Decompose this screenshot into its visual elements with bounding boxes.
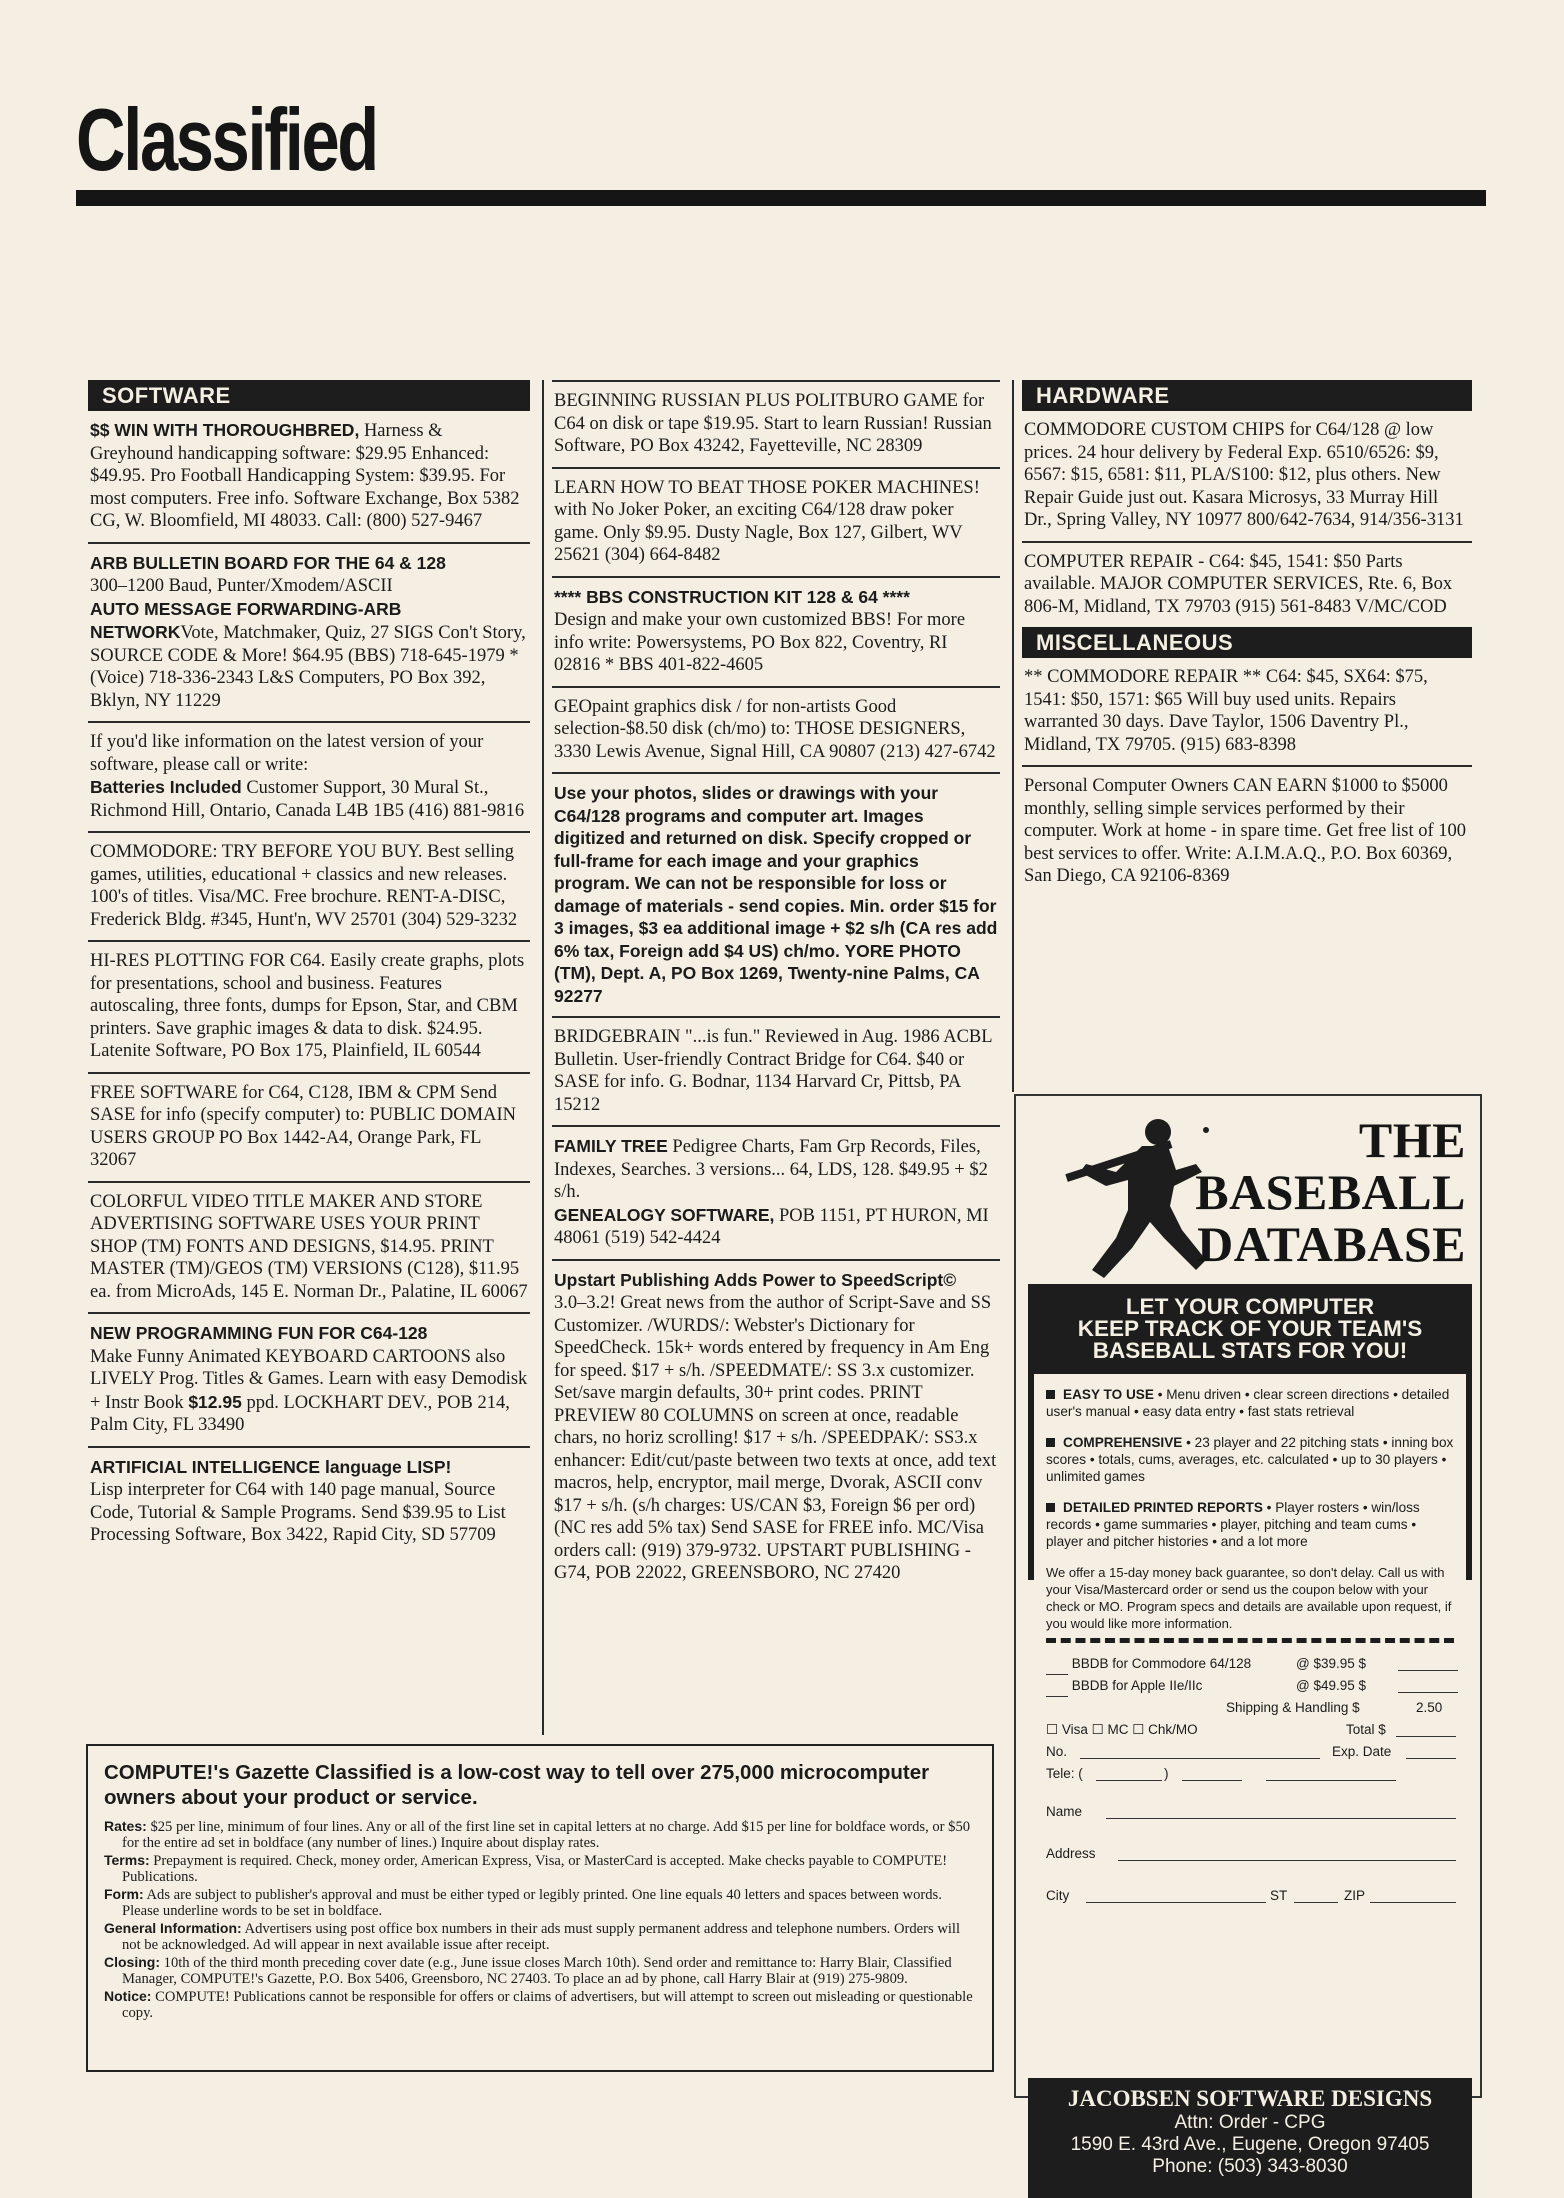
middle-ad: BRIDGEBRAIN "...is fun." Reviewed in Aug. 1986 ACBL Bulletin. User-friendly Contract Bridge for C64. $40 or SASE for info. G. Bodnar, 1134 Harvard Cr, Pittsb, PA 15212 — [552, 1018, 1000, 1127]
baseball-tagline: LET YOUR COMPUTER KEEP TRACK OF YOUR TEAM'S BASEBALL STATS FOR YOU! — [1077, 1294, 1423, 1363]
hardware-ad: COMPUTER REPAIR - C64: $45, 1541: $50 Parts available. MAJOR COMPUTER SERVICES, Rte. 6, Box 806-M, Midland, TX 79703 (915) 561-8483 V/MC/COD — [1024, 551, 1453, 617]
column-divider-1 — [542, 380, 544, 1735]
software-ad: If you'd like information on the latest version of your software, please call or write: Batteries Included Customer Support, 30 Mural St., Richmond Hill, Ontario, Canada L4B 1B5 (416) 881-9816 — [88, 723, 530, 833]
title-rule — [76, 190, 1486, 206]
guarantee-text: We offer a 15-day money back guarantee, so don't delay. Call us with your Visa/Mastercard order or send us the coupon below with your check or MO. Program specs and details are available upon request, if you would like more information. — [1046, 1565, 1452, 1631]
middle-ad: Use your photos, slides or drawings with your C64/128 programs and computer art. Images digitized and returned on disk. Specify cropped or full-frame for each image and your graphics program. We can not be responsible for loss or damage of materials - send copies. Min. order $15 for 3 images, $3 ea additional image + $2 s/h (CA res add 6% tax, Foreign add $4 US) ch/mo. YORE PHOTO (TM), Dept. A, PO Box 1269, Twenty-nine Palms, CA 92277 — [552, 774, 1000, 1018]
info-term: Notice: COMPUTE! Publications cannot be responsible for offers or claims of advertisers, but will attempt to screen out misleading or questionable copy. — [104, 1988, 973, 2021]
payment-options[interactable]: ☐ Visa ☐ MC ☐ Chk/MO — [1046, 1722, 1198, 1737]
info-term: Form: Ads are subject to publisher's approval and must be either typed or legibly printed. One line equals 40 letters and spaces between words. Please underline words to be set in boldface. — [104, 1886, 942, 1919]
hardware-heading: HARDWARE — [1022, 380, 1472, 411]
classified-info-box — [86, 1744, 994, 2072]
info-term: Rates: $25 per line, minimum of four lines. Any or all of the first line set in capital letters at no charge. Add $15 per line for boldface words, or $50 for the entire ad set in boldface (any number of lines.) Inquire about display rates. — [104, 1818, 971, 1851]
hardware-ad: COMMODORE CUSTOM CHIPS for C64/128 @ low prices. 24 hour delivery by Federal Exp. 6510/6526: $9, 6567: $15, 6581: $11, PLA/S100: $12, plus others. New Repair Guide just out. Kasara Microsys, 33 Murray Hill Dr., Spring Valley, NY 10977 800/642-7634, 914/356-3131 — [1022, 411, 1472, 543]
baseball-details — [1034, 1374, 1466, 2066]
order-coupon: BBDB for Commodore 64/128 @ $39.95 $ BBDB for Apple IIe/IIc @ $49.95 $ Shipping & Handling $ 2.50 ☐ Visa ☐ MC ☐ Chk/MO Total $ No. Exp. Date Tele: ( ) Name Address City ST ZIP — [1046, 1653, 1454, 1907]
square-bullet-icon — [1046, 1438, 1055, 1447]
feature-item: COMPREHENSIVE • 23 player and 22 pitching stats • inning box scores • totals, cums, averages, etc. calculated • up to 30 players • unlimited games — [1046, 1435, 1454, 1484]
software-column — [88, 380, 530, 1556]
company-footer: JACOBSEN SOFTWARE DESIGNS Attn: Order - CPG 1590 E. 43rd Ave., Eugene, Oregon 97405 Phone: (503) 343-8030 — [1028, 2078, 1472, 2198]
middle-ad: **** BBS CONSTRUCTION KIT 128 & 64 **** Design and make your own customized BBS! For more info write: Powersystems, PO Box 822, Coventry, RI 02816 * BBS 401-822-4605 — [552, 578, 1000, 688]
middle-ad: GEOpaint graphics disk / for non-artists Good selection-$8.50 disk (ch/mo) to: THOSE DESIGNERS, 3330 Lewis Avenue, Signal Hill, CA 90807 (213) 427-6742 — [552, 688, 1000, 775]
feature-item: EASY TO USE • Menu driven • clear screen directions • detailed user's manual • easy data entry • fast stats retrieval — [1046, 1387, 1450, 1419]
baseball-player-icon — [1046, 1110, 1216, 1286]
middle-ad: Upstart Publishing Adds Power to SpeedScript© 3.0–3.2! Great news from the author of Script-Save and SS Customizer. /WURDS/: Webster's Dictionary for SpeedCheck. 15k+ words entered by frequency in Am Eng for speed. $17 + s/h. /SPEEDMATE/: SS 3.x customizer. Set/save margin defaults, 30+ print codes. PRINT PREVIEW 80 COLUMNS on screen at once, readable chars, no horiz scrolling! $17 + s/h. /SPEEDPAK/: SS3.x enhancer: Edit/cut/paste between two texts at once, add text macros, help, encryptor, mail merge, Dvorak, ASCII conv $17 + s/h. (s/h charges: US/CAN $3, Foreign $6 per ord) (NC res add 5% tax) Send SASE for FREE info. MC/Visa orders call: (919) 379-9732. UPSTART PUBLISHING - G74, POB 22022, GREENSBORO, NC 27420 — [554, 1269, 997, 1583]
misc-heading: MISCELLANEOUS — [1022, 627, 1472, 658]
square-bullet-icon — [1046, 1503, 1055, 1512]
baseball-database-ad — [1014, 1094, 1482, 2177]
column-divider-2 — [1012, 380, 1014, 1092]
page-title: Classified — [76, 90, 377, 189]
software-ad: ARTIFICIAL INTELLIGENCE language LISP! Lisp interpreter for C64 with 140 page manual, Source Code, Tutorial & Sample Programs. Send $39.95 to List Processing Software, Box 3422, Rapid City, SD 57709 — [90, 1456, 506, 1545]
misc-ad: ** COMMODORE REPAIR ** C64: $45, SX64: $75, 1541: $50, 1571: $65 Will buy used units. Repairs warranted 30 days. Dave Taylor, 1506 Daventry Pl., Midland, TX 79705. (915) 683-8398 — [1022, 658, 1472, 767]
middle-ad: LEARN HOW TO BEAT THOSE POKER MACHINES! with No Joker Poker, an exciting C64/128 draw poker game. Only $9.95. Dusty Nagle, Box 127, Gilbert, WV 25621 (304) 664-8482 — [552, 469, 1000, 578]
software-ad: COLORFUL VIDEO TITLE MAKER AND STORE ADVERTISING SOFTWARE USES YOUR PRINT SHOP (TM) FONTS AND DESIGNS, $14.95. PRINT MASTER (TM)/GEOS (TM) VERSIONS (C128), $11.95 ea. from MicroAds, 145 E. Norman Dr., Palatine, IL 60067 — [88, 1183, 530, 1315]
baseball-title: THE BASEBALL DATABASE — [1195, 1112, 1466, 1272]
middle-ad: FAMILY TREE Pedigree Charts, Fam Grp Records, Files, Indexes, Searches. 3 versions... 64, LDS, 128. $49.95 + $2 s/h. GENEALOGY SOFTWARE, POB 1151, PT HURON, MI 48061 (519) 542-4424 — [552, 1127, 1000, 1261]
software-ad: ARB BULLETIN BOARD FOR THE 64 & 128 300–1200 Baud, Punter/Xmodem/ASCII AUTO MESSAGE FORWARDING-ARB NETWORKVote, Matchmaker, Quiz, 27 SIGS Con't Story, SOURCE CODE & More! $64.95 (BBS) 718-645-1979 * (Voice) 718-336-2343 L&S Computers, PO Box 392, Bklyn, NY 11229 — [88, 544, 530, 724]
feature-item: DETAILED PRINTED REPORTS • Player rosters • win/loss records • game summaries • player, pitching and team cums • player and pitcher histories • and a lot more — [1046, 1500, 1420, 1549]
software-ad: $$ WIN WITH THOROUGHBRED, Harness & Greyhound handicapping software: $29.95 Enhanced: $49.95. Pro Football Handicapping System: $39.95. For most computers. Free info. Software Exchange, Box 5382 CG, W. Bloomfield, MI 48033. Call: (800) 527-9467 — [88, 411, 530, 544]
right-column — [1022, 380, 1472, 897]
software-ad: COMMODORE: TRY BEFORE YOU BUY. Best selling games, utilities, educational + classics and new releases. 100's of titles. Visa/MC. Free brochure. RENT-A-DISC, Frederick Bldg. #345, Hunt'n, WV 25701 (304) 529-3232 — [88, 833, 530, 942]
info-term: Closing: 10th of the third month preceding cover date (e.g., June issue closes March 10th). Send order and remittance to: Harry Blair, Classified Manager, COMPUTE!'s Gazette, P.O. Box 5406, Greensboro, NC 27403. To place an ad by phone, call Harry Blair at (919) 275-9809. — [104, 1954, 952, 1987]
info-term: Terms: Prepayment is required. Check, money order, American Express, Visa, or MasterCard is accepted. Make checks payable to COMPUTE! Publications. — [104, 1852, 948, 1885]
software-ad: FREE SOFTWARE for C64, C128, IBM & CPM Send SASE for info (specify computer) to: PUBLIC DOMAIN USERS GROUP PO Box 1442-A4, Orange Park, FL 32067 — [88, 1074, 530, 1183]
software-ad: NEW PROGRAMMING FUN FOR C64-128 Make Funny Animated KEYBOARD CARTOONS also LIVELY Prog. Titles & Games. Learn with easy Demodisk + Instr Book $12.95 ppd. LOCKHART DEV., POB 214, Palm City, FL 33490 — [88, 1314, 530, 1448]
info-term: General Information: Advertisers using post office box numbers in their ads must supply permanent address and telephone numbers. Orders will not be acknowledged. Ad will appear in next available issue after receipt. — [104, 1920, 961, 1953]
info-heading: COMPUTE!'s Gazette Classified is a low-cost way to tell over 275,000 microcomputer owners about your product or service. — [104, 1761, 930, 1809]
middle-ad: BEGINNING RUSSIAN PLUS POLITBURO GAME for C64 on disk or tape $19.95. Start to learn Russian! Russian Software, PO Box 43242, Fayetteville, NC 28309 — [552, 382, 1000, 469]
software-ad: HI-RES PLOTTING FOR C64. Easily create graphs, plots for presentations, school and business. Features autoscaling, three fonts, dumps for Epson, Star, and CBM printers. Save graphic images & data to disk. $24.95. Latenite Software, PO Box 175, Plainfield, IL 60544 — [88, 942, 530, 1074]
misc-ad: Personal Computer Owners CAN EARN $1000 to $5000 monthly, selling simple services performed by their computer. Work at home - in spare time. Get free list of 100 best services to offer. Write: A.I.M.A.Q., P.O. Box 60369, San Diego, CA 92106-8369 — [1024, 776, 1467, 886]
square-bullet-icon — [1046, 1390, 1055, 1399]
middle-column — [552, 380, 1000, 1594]
software-heading: SOFTWARE — [88, 380, 530, 411]
coupon-cut-line — [1046, 1638, 1454, 1643]
